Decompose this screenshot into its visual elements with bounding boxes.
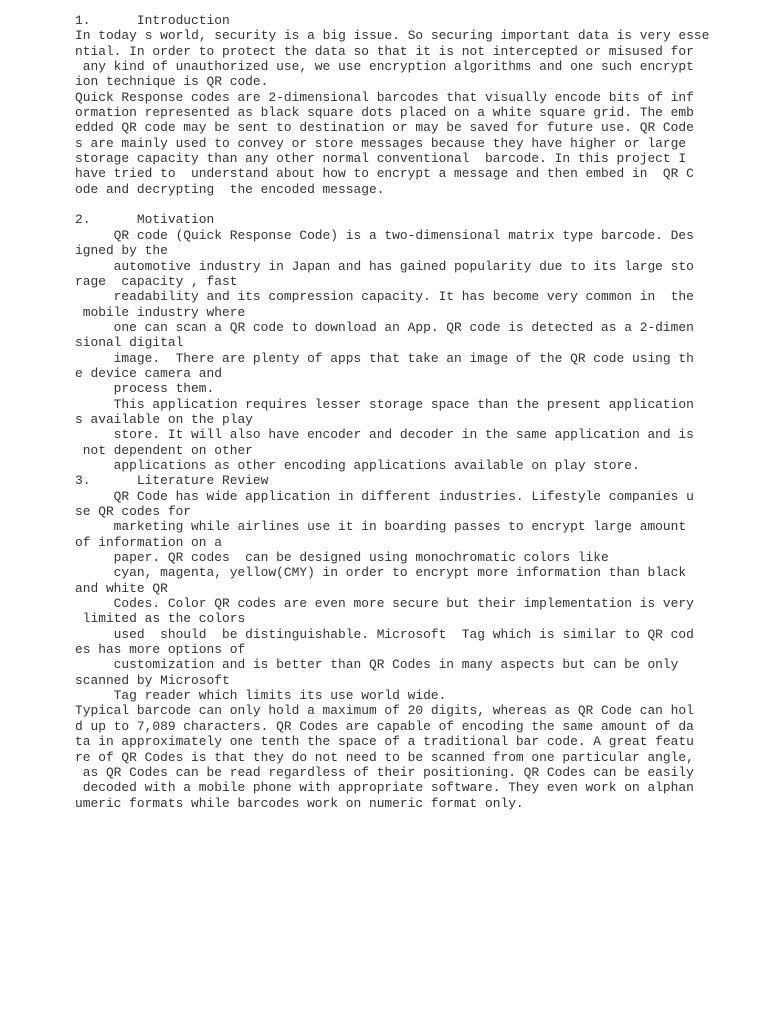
- text-line: applications as other encoding applications available on play store.: [75, 457, 640, 473]
- text-line: ta in approximately one tenth the space of a traditional bar code. A great featu: [75, 734, 694, 750]
- text-line: rage capacity , fast: [75, 273, 238, 289]
- text-line: used should be distinguishable. Microsoft Tag which is similar to QR cod: [75, 626, 694, 642]
- text-line: This application requires lesser storage space than the present application: [75, 396, 694, 412]
- text-line: have tried to understand about how to encrypt a message and then embed in QR C: [75, 166, 694, 182]
- text-line: readability and its compression capacity. It has become very common in the: [75, 289, 694, 305]
- text-line: re of QR Codes is that they do not need to be scanned from one particular angle,: [75, 749, 694, 765]
- text-line: Tag reader which limits its use world wide.: [75, 688, 447, 704]
- text-line: mobile industry where: [75, 304, 246, 320]
- text-line: process them.: [75, 381, 215, 397]
- text-line: edded QR code may be sent to destination or may be saved for future use. QR Code: [75, 120, 694, 136]
- text-line: QR Code has wide application in different industries. Lifestyle companies u: [75, 488, 694, 504]
- text-line: decoded with a mobile phone with appropriate software. They even work on alphan: [75, 780, 694, 796]
- text-line: Codes. Color QR codes are even more secure but their implementation is very: [75, 596, 694, 612]
- text-line: scanned by Microsoft: [75, 672, 230, 688]
- text-line: 3. Literature Review: [75, 473, 269, 489]
- text-line: 1. Introduction: [75, 13, 230, 28]
- text-line: automotive industry in Japan and has gained popularity due to its large sto: [75, 258, 694, 274]
- text-line: umeric formats while barcodes work on numeric format only.: [75, 795, 524, 811]
- text-line: sional digital: [75, 335, 184, 351]
- text-line: customization and is better than QR Codes in many aspects but can be only: [75, 657, 679, 673]
- text-line: and white QR: [75, 580, 168, 596]
- text-line: ode and decrypting the encoded message.: [75, 181, 385, 197]
- text-line: storage capacity than any other normal conventional barcode. In this project I: [75, 151, 687, 167]
- text-line: e device camera and: [75, 365, 222, 381]
- text-line: ion technique is QR code.: [75, 74, 269, 90]
- text-line: es has more options of: [75, 642, 246, 658]
- text-line: QR code (Quick Response Code) is a two-dimensional matrix type barcode. Des: [75, 227, 694, 243]
- text-line: any kind of unauthorized use, we use encryption algorithms and one such encrypt: [75, 59, 694, 75]
- text-line: cyan, magenta, yellow(CMY) in order to encrypt more information than black: [75, 565, 687, 581]
- text-line: Typical barcode can only hold a maximum of 20 digits, whereas as QR Code can hol: [75, 703, 694, 719]
- text-line: image. There are plenty of apps that take an image of the QR code using th: [75, 350, 694, 366]
- text-line: In todays world, security is a big issue. So securing important data is very esse: [75, 28, 710, 44]
- text-line: marketing while airlines use it in boarding passes to encrypt large amount: [75, 519, 687, 535]
- text-line: as QR Codes can be read regardless of their positioning. QR Codes can be easily: [75, 764, 694, 780]
- text-line: se QR codes for: [75, 504, 192, 519]
- text-line: d up to 7,089 characters. QR Codes are capable of encoding the same amount of da: [75, 718, 694, 734]
- document-body: [75, 13, 765, 811]
- text-line: 2. Motivation: [75, 212, 215, 228]
- text-line: of information on a: [75, 534, 222, 550]
- text-line: one can scan a QR code to download an App. QR code is detected as a 2-dimen: [75, 319, 694, 335]
- text-line: igned by the: [75, 243, 168, 259]
- text-line: limited as the colors: [75, 611, 246, 627]
- text-line: s available on the play: [75, 411, 253, 427]
- text-line: [75, 197, 765, 212]
- text-line: ntial. In order to protect the data so that it is not intercepted or misused for: [75, 43, 694, 59]
- text-line: Quick Response codes are 2-dimensional barcodes that visually encode bits of inf: [75, 89, 694, 105]
- text-line: s are mainly used to convey or store messages because they have higher or large: [75, 135, 687, 151]
- text-line: not dependent on other: [75, 442, 253, 458]
- text-line: paper. QR codes can be designed using monochromatic colors like: [75, 550, 609, 566]
- text-line: store. It will also have encoder and decoder in the same application and is: [75, 427, 694, 443]
- text-line: ormation represented as black square dots placed on a white square grid. The emb: [75, 105, 694, 121]
